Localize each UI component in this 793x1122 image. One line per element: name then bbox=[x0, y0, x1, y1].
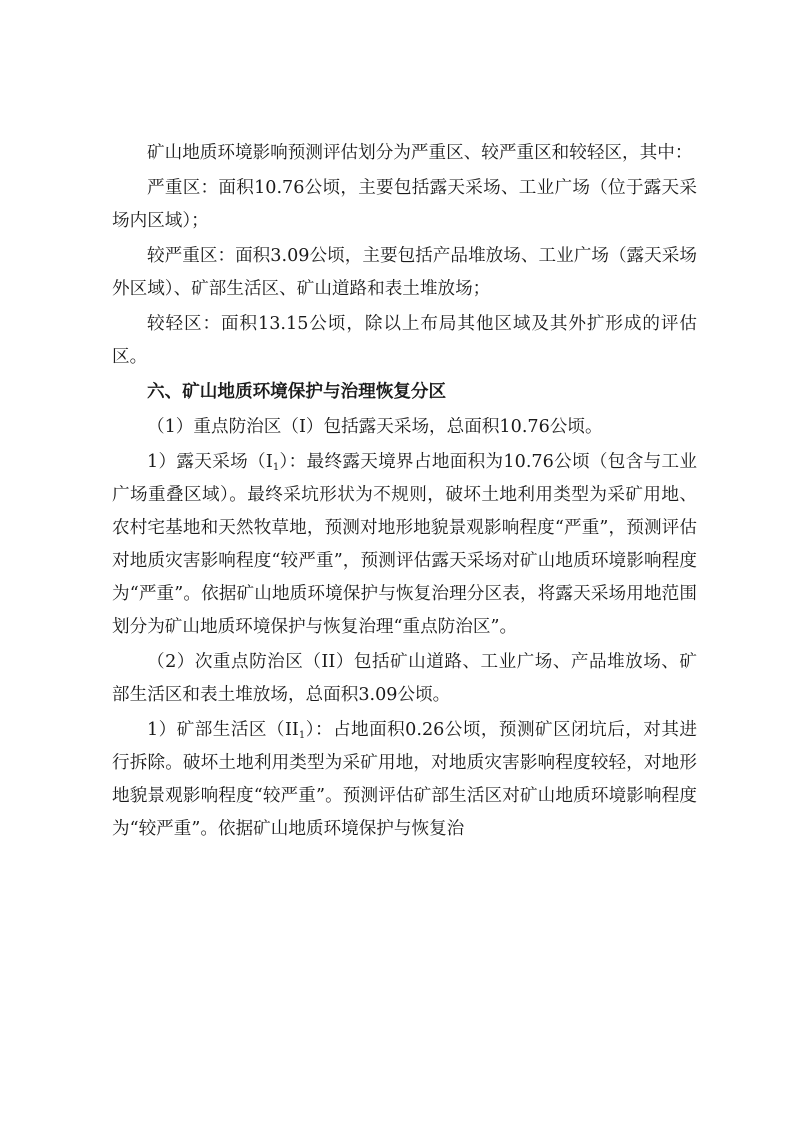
paragraph-severe-zone: 严重区：面积10.76公顷，主要包括露天采场、工业广场（位于露天采场内区域）； bbox=[112, 178, 697, 231]
paragraph-light-zone: 较轻区：面积13.15公顷，除以上布局其他区域及其外扩形成的评估区。 bbox=[112, 314, 697, 367]
paragraph-living-area bbox=[112, 714, 697, 846]
living-area-subscript: 1 bbox=[298, 730, 306, 741]
paragraph-moderate-zone: 较严重区：面积3.09公顷，主要包括产品堆放场、工业广场（露天采场外区域）、矿部生活区、矿山道路和表土堆放场； bbox=[112, 246, 697, 299]
paragraph-secondary-prevention-zone: （2）次重点防治区（II）包括矿山道路、工业广场、产品堆放场、矿部生活区和表土堆放场，总面积3.09公顷。 bbox=[112, 652, 697, 705]
paragraph-key-prevention-zone: （1）重点防治区（I）包括露天采场，总面积10.76公顷。 bbox=[147, 417, 603, 437]
document-body bbox=[112, 137, 697, 846]
living-area-text-after: ）：占地面积0.26公顷，预测矿区闭坑后，对其进行拆除。破坏土地利用类型为采矿用地，对地质灾害影响程度较轻，对地形地貌景观影响程度“较严重”。预测评估矿部生活区对矿山地质环境影响程度为“较严重”。依据矿山地质环境保护与恢复治 bbox=[112, 720, 697, 839]
living-area-text-before: 1）矿部生活区（II bbox=[147, 720, 299, 740]
open-pit-subscript: 1 bbox=[272, 462, 280, 473]
paragraph-zoning-intro: 矿山地质环境影响预测评估划分为严重区、较严重区和较轻区，其中： bbox=[147, 143, 693, 163]
open-pit-text-before: 1）露天采场（I bbox=[147, 452, 273, 472]
open-pit-text-after: ）：最终露天境界占地面积为10.76公顷（包含与工业广场重叠区域）。最终采坑形状为不规则，破坏土地利用类型为采矿用地、农村宅基地和天然牧草地，预测对地形地貌景观影响程度“严重”，预测评估对地质灾害影响程度“较严重”，预测评估露天采场对矿山地质环境影响程度为“严重”。依据矿山地质环境保护与恢复治理分区表，将露天采场用地范围划分为矿山地质环境保护与恢复治理“重点防治区”。 bbox=[112, 452, 697, 637]
paragraph-open-pit bbox=[112, 446, 697, 644]
section-heading-protection-zoning: 六、矿山地质环境保护与治理恢复分区 bbox=[147, 382, 447, 402]
